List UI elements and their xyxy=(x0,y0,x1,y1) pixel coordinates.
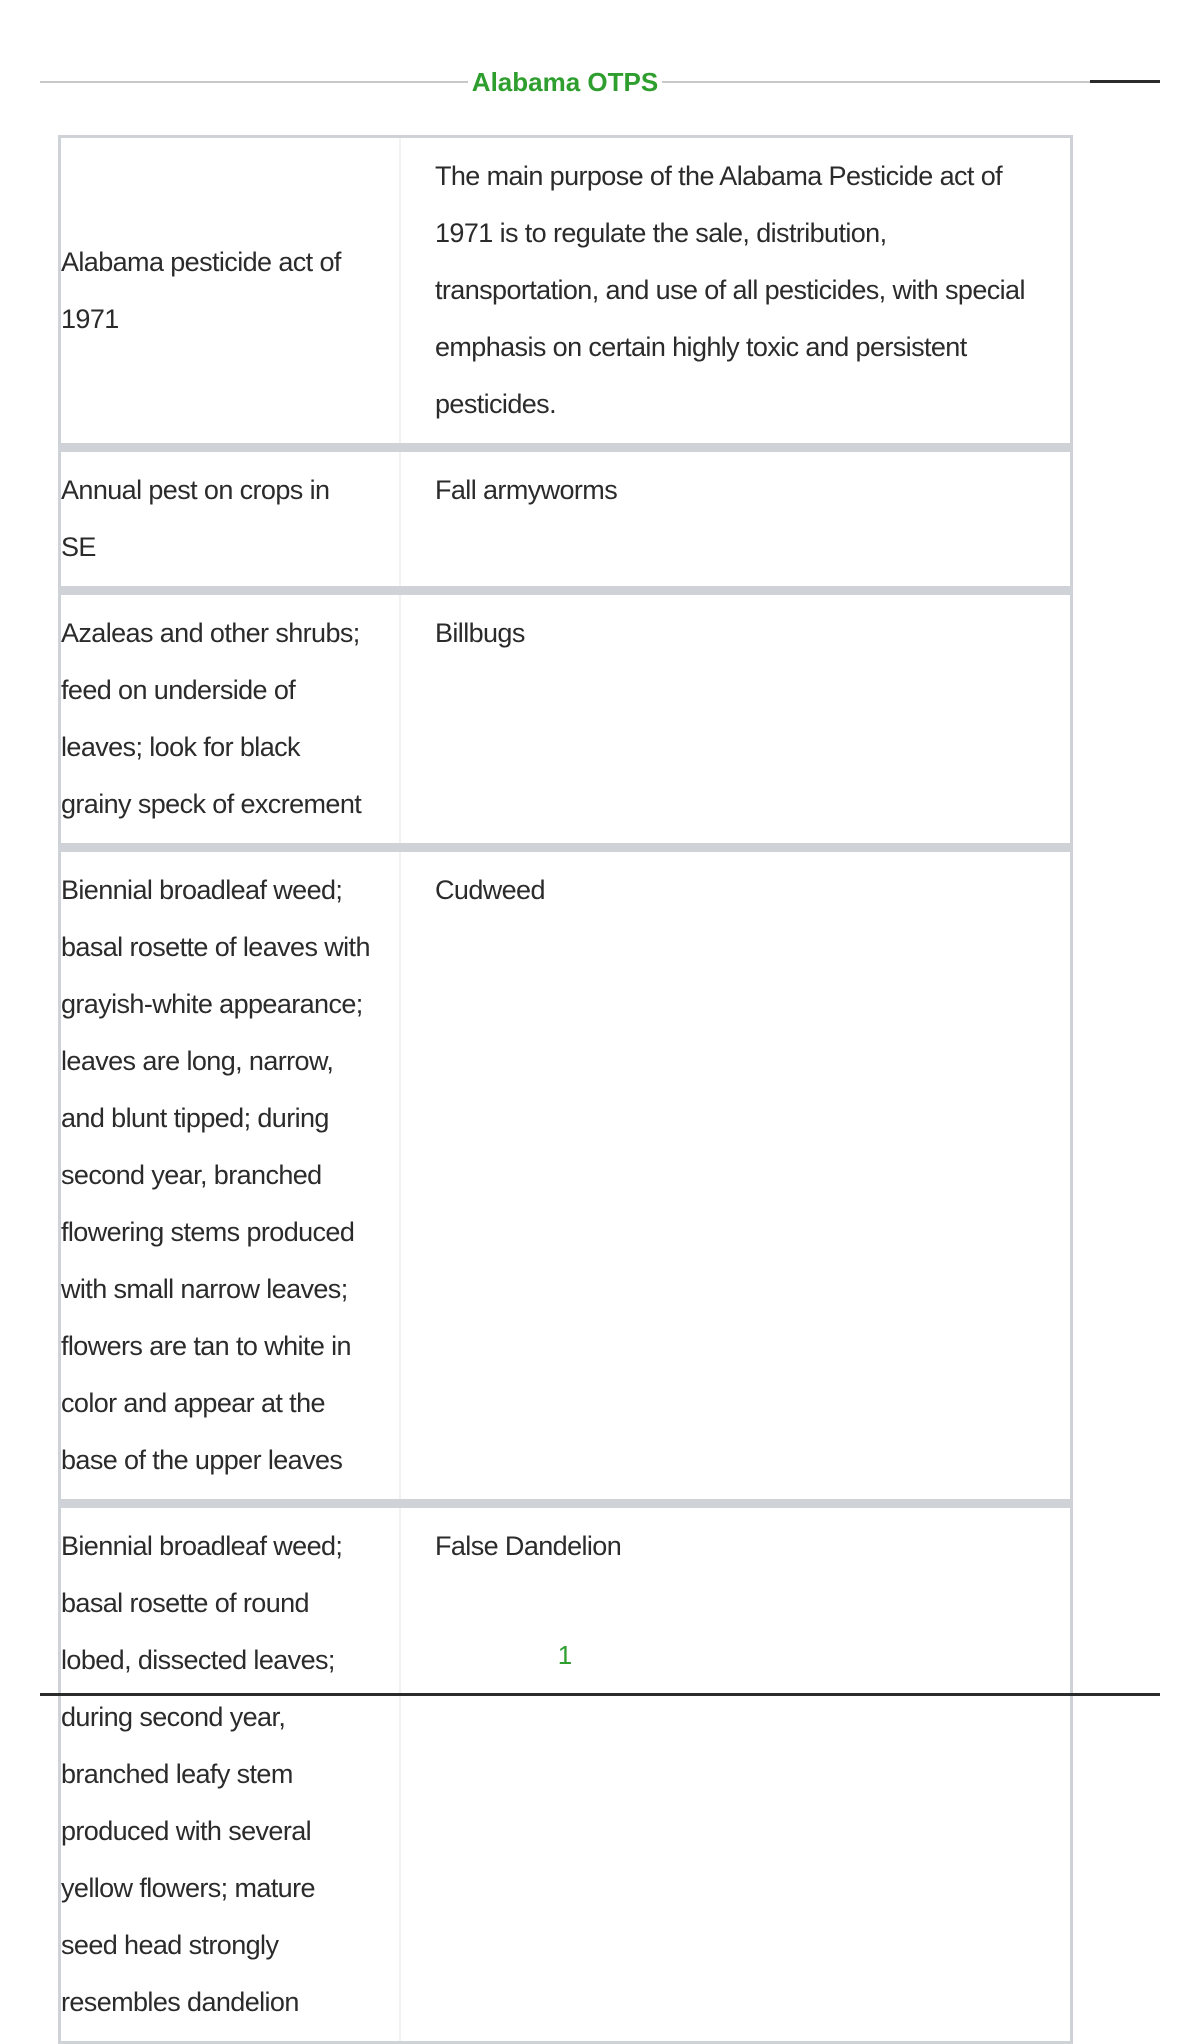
page-number: 1 xyxy=(557,1640,573,1670)
flashcard-row xyxy=(58,1505,1073,2044)
header-title-text: Alabama OTPS xyxy=(468,67,662,97)
card-definition: Billbugs xyxy=(435,618,525,648)
card-term: Annual pest on crops in SE xyxy=(61,452,401,586)
card-term: Biennial broadleaf weed; basal rosette of round lobed, dissected leaves; during second year, branched leafy stem produced with several yellow flowers; mature seed head strongly resembles dandelion xyxy=(61,1508,401,2041)
header-title xyxy=(40,66,1090,98)
card-term: Alabama pesticide act of 1971 xyxy=(61,138,401,443)
card-term: Biennial broadleaf weed; basal rosette of leaves with grayish-white appearance; leaves are long, narrow, and blunt tipped; during second year, branched flowering stems produced with small narrow leaves; flowers are tan to white in color and appear at the base of the upper leaves xyxy=(61,852,401,1499)
flashcard-row xyxy=(58,592,1073,846)
flashcard-row xyxy=(58,849,1073,1502)
page-header xyxy=(40,62,1160,102)
card-definition: Fall armyworms xyxy=(435,475,618,505)
flashcard-table xyxy=(58,135,1073,2044)
card-definition: The main purpose of the Alabama Pesticide act of 1971 is to regulate the sale, distribution, transportation, and use of all pesticides, with special emphasis on certain highly toxic and persistent pesticides. xyxy=(435,161,1025,419)
card-term: Azaleas and other shrubs; feed on underside of leaves; look for black grainy speck of excrement xyxy=(61,595,401,843)
footer-rule xyxy=(40,1693,1160,1696)
card-definition: Cudweed xyxy=(435,875,545,905)
flashcard-row xyxy=(58,449,1073,589)
card-definition: False Dandelion xyxy=(435,1531,622,1561)
header-rule-accent xyxy=(1090,80,1160,83)
flashcard-row xyxy=(58,135,1073,446)
